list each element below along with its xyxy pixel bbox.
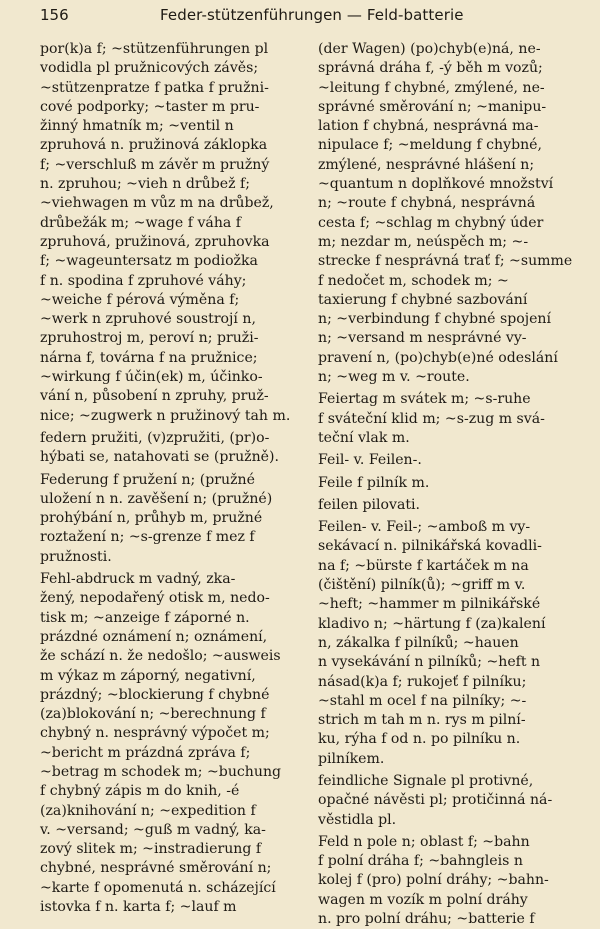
page-header xyxy=(40,2,580,28)
entry-line: ~stahl m ocel f na pilníky; ~- xyxy=(318,692,527,709)
right-column xyxy=(318,40,580,929)
entry-line: věstidla pl. xyxy=(318,811,397,828)
entry-line: pravení n, (po)chyb(e)né odeslání xyxy=(318,349,558,366)
entry-line: nipulace f; ~meldung f chybné, xyxy=(318,137,542,154)
entry-line: zpruhostroj m, peroví n; pruži- xyxy=(40,330,259,347)
entry-line: zpruhová, pružinová, zpruhovka xyxy=(40,233,270,250)
entry-line: žinný hmatník m; ~ventil n xyxy=(40,118,234,135)
entry-line: správná dráha f, -ý běh m vozů; xyxy=(318,60,543,77)
entry-line: feindliche Signale pl protivné, xyxy=(318,772,534,789)
entry-line: vání n, působení n zpruhy, pruž- xyxy=(40,388,269,405)
entry-line: lation f chybná, nesprávná ma- xyxy=(318,118,539,135)
entry-line: n, zákalka f pilníků; ~hauen xyxy=(318,634,519,651)
entry-line: feilen pilovati. xyxy=(318,496,421,513)
entry-line: ~werk n zpruhové soustrojí n, xyxy=(40,311,256,328)
entry-line: Feilen- v. Feil-; ~amboß m vy- xyxy=(318,519,531,536)
entry-line: strich m tah m n. rys m pilní- xyxy=(318,712,526,729)
entry-line: ~wirkung f účin(ek) m, účinko- xyxy=(40,369,263,386)
entry-line: (za)blokování n; ~berechnung f xyxy=(40,706,266,723)
entry-line: n; ~verbindung f chybné spojení xyxy=(318,311,552,328)
entry-line: por(k)a f; ~stützenführungen pl xyxy=(40,41,269,57)
entry-line: Feile f pilník m. xyxy=(318,474,430,491)
entry-line: m; nezdar m, neúspěch m; ~- xyxy=(318,233,529,250)
entry-line: f chybný zápis m do knih, -é xyxy=(40,783,240,800)
left-column xyxy=(40,40,302,917)
entry-line: v. ~versand; ~guß m vadný, ka- xyxy=(40,821,266,838)
entry-line: cové podporky; ~taster m pru- xyxy=(40,98,260,115)
entry-line: m výkaz m záporný, negativní, xyxy=(40,667,256,684)
entry-line: opačné návěsti pl; protičinná ná- xyxy=(318,792,553,809)
entry-line: žený, nepodařený otisk m, nedo- xyxy=(40,590,270,607)
entry-line: f sváteční klid m; ~s-zug m svá- xyxy=(318,410,545,427)
entry-line: (čištění) pilník(ů); ~griff m v. xyxy=(318,577,526,594)
entry-line: pružnosti. xyxy=(40,548,112,565)
entry-line: násad(k)a f; rukojeť f pilníku; xyxy=(318,673,527,690)
entry-line: federn pružiti, (v)zpružiti, (pr)o- xyxy=(40,429,270,446)
entry-line: správné směrování n; ~manipu- xyxy=(318,98,547,115)
entry-line: sekávací n. pilnikářská kovadli- xyxy=(318,538,542,555)
entry-line: prohýbání n, průhyb m, pružné xyxy=(40,510,263,527)
entry-line: Feil- v. Feilen-. xyxy=(318,452,422,469)
entry-line: (za)knihování n; ~expedition f xyxy=(40,802,256,819)
entry-line: chybné, nesprávné směrování n; xyxy=(40,860,272,877)
entry-line: ku, rýha f od n. po pilníku n. xyxy=(318,731,521,748)
entry-line: f polní dráha f; ~bahngleis n xyxy=(318,853,523,870)
entry-line: nárna f, továrna f na pružnice; xyxy=(40,349,258,366)
entry-line: Feld n pole n; oblast f; ~bahn xyxy=(318,833,530,850)
entry-line: ~quantum n doplňkové množství xyxy=(318,176,554,193)
entry-line: istovka f n. karta f; ~lauf m xyxy=(40,899,237,916)
entry-line: zpruhová n. pružinová záklopka xyxy=(40,137,268,154)
page-number: 156 xyxy=(40,6,69,24)
entry-line: n vysekávání n pilníků; ~heft n xyxy=(318,654,541,671)
entry-line: ~heft; ~hammer m pilnikářské xyxy=(318,596,541,613)
entry-line: n; ~route f chybná, nesprávná xyxy=(318,195,536,212)
entry-line: zový slitek m; ~instradierung f xyxy=(40,841,262,858)
entry-line: na f; ~bürste f kartáček m na xyxy=(318,557,529,574)
entry-line: hýbati se, natahovati se (pružně). xyxy=(40,449,279,466)
entry-line: (der Wagen) (po)chyb(e)ná, ne- xyxy=(318,41,541,57)
entry-line: drůbežák m; ~wage f váha f xyxy=(40,214,241,231)
entry-line: ~viehwagen m vůz m na drůbež, xyxy=(40,195,274,212)
entry-line: ~bericht m prázdná zpráva f; xyxy=(40,744,251,761)
entry-line: taxierung f chybné sazbování xyxy=(318,291,528,308)
entry-line: f nedočet m, schodek m; ~ xyxy=(318,272,509,289)
entry-line: n; ~versand m nesprávné vy- xyxy=(318,330,527,347)
entry-line: roztažení n; ~s-grenze f mez f xyxy=(40,529,255,546)
entry-line: Feiertag m svátek m; ~s-ruhe xyxy=(318,391,531,408)
entry-line: f; ~verschluß m závěr m pružný xyxy=(40,156,270,173)
entry-line: uložení n n. zavěšení n; (pružné) xyxy=(40,490,273,507)
entry-line: ~karte f opomenutá n. scházející xyxy=(40,879,276,896)
entry-line: ~leitung f chybné, zmýlené, ne- xyxy=(318,79,545,96)
entry-line: teční vlak m. xyxy=(318,429,410,446)
entry-line: n; ~weg m v. ~route. xyxy=(318,369,470,386)
entry-line: strecke f nesprávná trať f; ~summe xyxy=(318,253,573,270)
entry-line: kladivo n; ~härtung f (za)kalení xyxy=(318,615,546,632)
entry-line: že schází n. že nedošlo; ~ausweis xyxy=(40,648,281,665)
entry-line: f; ~wageuntersatz m podiožka xyxy=(40,253,258,270)
entry-line: nice; ~zugwerk n pružinový tah m. xyxy=(40,407,291,424)
entry-line: zmýlené, nesprávné hlášení n; xyxy=(318,156,535,173)
entry-line: chybný n. nesprávný výpočet m; xyxy=(40,725,270,742)
entry-line: ~weiche f pérová výměna f; xyxy=(40,291,240,308)
entry-line: prázdný; ~blockierung f chybné xyxy=(40,686,270,703)
entry-line: pilníkem. xyxy=(318,750,385,767)
entry-line: n. zpruhou; ~vieh n drůbež f; xyxy=(40,176,250,193)
entry-line: Federung f pružení n; (pružné xyxy=(40,471,255,488)
entry-line: ~betrag m schodek m; ~buchung xyxy=(40,763,282,780)
entry-line: tisk m; ~anzeige f záporné n. xyxy=(40,609,250,626)
entry-line: prázdné oznámení n; oznámení, xyxy=(40,628,268,645)
entry-line: vodidla pl pružnicových závěs; xyxy=(40,60,259,77)
entry-line: cesta f; ~schlag m chybný úder xyxy=(318,214,544,231)
entry-line: ~stützenpratze f patka f pružni- xyxy=(40,79,269,96)
entry-line: Fehl-abdruck m vadný, zka- xyxy=(40,571,236,588)
entry-line: n. pro polní dráhu; ~batterie f xyxy=(318,911,535,928)
entry-line: kolej f (pro) polní dráhy; ~bahn- xyxy=(318,872,549,889)
entry-line: wagen m vozík m polní dráhy xyxy=(318,891,528,908)
entry-line: f n. spodina f zpruhové váhy; xyxy=(40,272,247,289)
running-title: Feder-stützenführungen — Feld-batterie xyxy=(160,6,464,24)
